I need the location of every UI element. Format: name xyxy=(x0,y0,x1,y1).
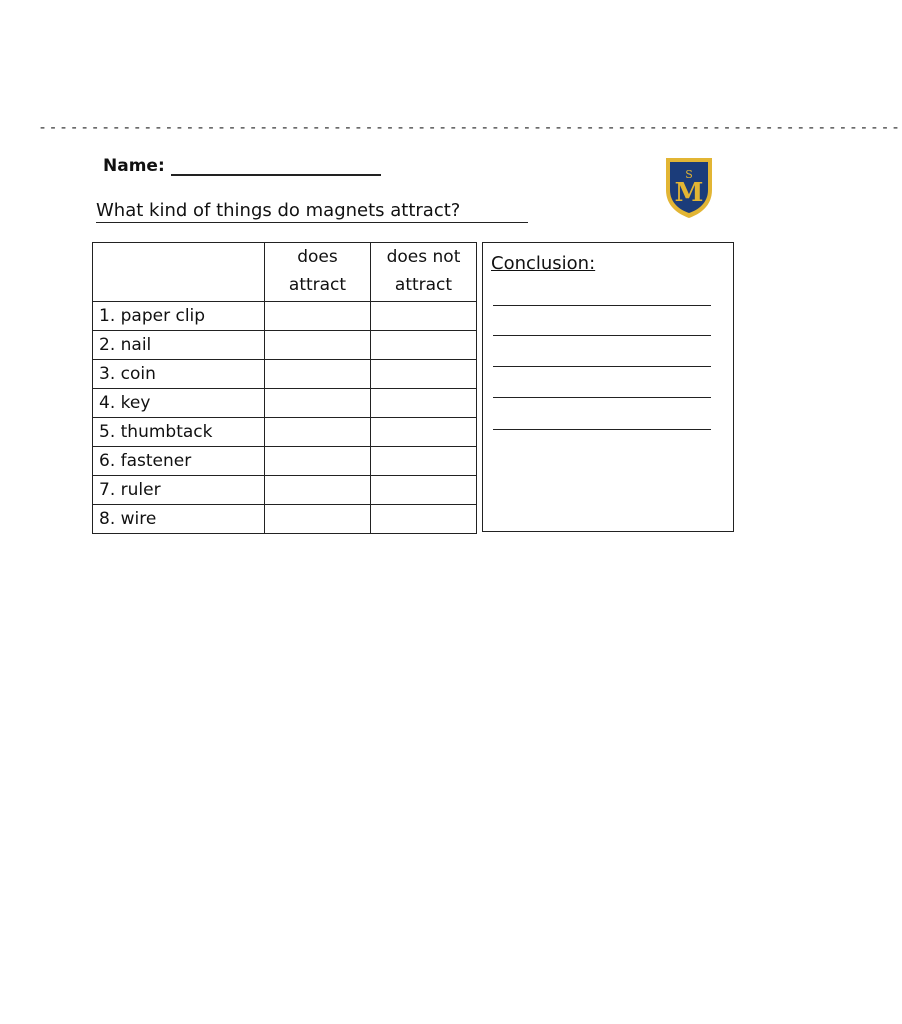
item-label: 4. key xyxy=(93,389,265,418)
header-does-not-attract xyxy=(371,243,477,302)
name-blank-line[interactable] xyxy=(171,156,381,176)
not-attract-cell[interactable] xyxy=(371,418,477,447)
not-attract-cell[interactable] xyxy=(371,505,477,534)
conclusion-answer-line[interactable] xyxy=(493,305,711,306)
item-label: 5. thumbtack xyxy=(93,418,265,447)
table-row xyxy=(93,331,477,360)
header-item xyxy=(93,243,265,302)
conclusion-answer-line[interactable] xyxy=(493,429,711,430)
not-attract-cell[interactable] xyxy=(371,447,477,476)
item-label: 3. coin xyxy=(93,360,265,389)
attract-cell[interactable] xyxy=(265,418,371,447)
attract-cell[interactable] xyxy=(265,447,371,476)
table-row xyxy=(93,505,477,534)
conclusion-title: Conclusion: xyxy=(491,253,596,274)
conclusion-answer-line[interactable] xyxy=(493,397,711,398)
attract-cell[interactable] xyxy=(265,302,371,331)
not-attract-cell[interactable] xyxy=(371,389,477,418)
item-label: 6. fastener xyxy=(93,447,265,476)
header-does-not-attract-line2: attract xyxy=(394,275,453,295)
name-label: Name: xyxy=(103,156,165,176)
table-header-row xyxy=(93,243,477,302)
table-row xyxy=(93,360,477,389)
item-label: 7. ruler xyxy=(93,476,265,505)
item-label: 1. paper clip xyxy=(93,302,265,331)
attract-cell[interactable] xyxy=(265,331,371,360)
not-attract-cell[interactable] xyxy=(371,331,477,360)
item-label: 2. nail xyxy=(93,331,265,360)
magnet-attraction-table xyxy=(92,242,477,534)
crest-letter-m: M xyxy=(674,178,704,208)
cut-line: ---------------------------------------------------------------------------------- xyxy=(38,118,902,136)
item-label: 8. wire xyxy=(93,505,265,534)
attract-cell[interactable] xyxy=(265,360,371,389)
header-does-attract-line2: attract xyxy=(288,275,347,295)
name-field[interactable] xyxy=(103,156,381,176)
crest-letter-s: S xyxy=(685,168,693,181)
table-row xyxy=(93,302,477,331)
school-crest-logo xyxy=(664,156,714,220)
conclusion-answer-line[interactable] xyxy=(493,335,711,336)
table-row xyxy=(93,418,477,447)
table-row xyxy=(93,476,477,505)
attract-cell[interactable] xyxy=(265,389,371,418)
not-attract-cell[interactable] xyxy=(371,360,477,389)
conclusion-answer-line[interactable] xyxy=(493,366,711,367)
header-does-attract xyxy=(265,243,371,302)
header-does-not-attract-line1: does not xyxy=(386,247,461,267)
attract-cell[interactable] xyxy=(265,476,371,505)
table-row xyxy=(93,447,477,476)
conclusion-box xyxy=(482,242,734,532)
worksheet-question: What kind of things do magnets attract? xyxy=(96,200,528,223)
not-attract-cell[interactable] xyxy=(371,302,477,331)
table-row xyxy=(93,389,477,418)
attract-cell[interactable] xyxy=(265,505,371,534)
not-attract-cell[interactable] xyxy=(371,476,477,505)
header-does-attract-line1: does xyxy=(297,247,338,267)
